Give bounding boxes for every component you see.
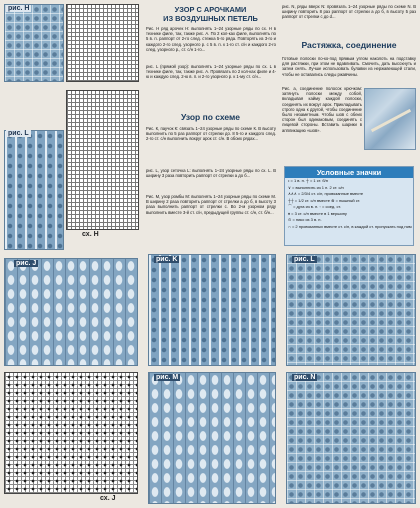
paragraph-ris-h: Рис. H ряд арочек H: выполнять 1–24 узорные ряды по сх. H в технике филе, так, также рис. А. По 2 кол-ках филе, выполнять по 5 в. п. раппорт от 2-го след. стежка 5-го ряда. Повторять из 3-го и каждого 2-го след. узорного р. с 5 в. п. к 1-го ст. с/н и каждого 2-го след. узорного р., ст. с/н 1-го... bbox=[146, 26, 276, 52]
paragraph-rastyazhka: Готовые полоски по-ко-под прямым углом наколоть на подставку для растяжки, при этом не вдавливать. Смочить, дать высохнуть и затем снять. Лучше использовать булавки из нержавеющей стали, чтобы не оставались следы ржавчины. bbox=[282, 56, 416, 77]
legend-row: ┼┼ = 1/2 ст. с/н вместе ⊗ = пышный ст. bbox=[288, 197, 361, 203]
heading-uzor-po-skheme: Узор по схеме bbox=[180, 112, 241, 122]
legend-row: ⊙ = пико из 3 в. п. bbox=[288, 217, 322, 222]
heading-uzor-arch-line2: ИЗ ВОЗДУШНЫХ ПЕТЕЛЬ bbox=[163, 14, 258, 23]
label-ris-j: рис. J bbox=[16, 260, 37, 267]
legend-row: ∩ = 2 провязанных вместе ст. с/н, в каждой ст. пропускать под ним bbox=[288, 223, 412, 229]
label-sh-j: сх. J bbox=[100, 495, 116, 502]
paragraph-ris-n: рис. N, ряды вверх N: провязать 1–24 узорные ряды по схеме N. В ширину повторить 8 раз раппорт от стрелки а до б, в высоту 5 раз раппорт от стрелки с до d... bbox=[282, 4, 416, 20]
legend-row: ∧∧∧ = 2/3/4 ст. с/н, провязанные вместе bbox=[288, 191, 364, 196]
swatch-photo-m bbox=[148, 372, 276, 504]
legend-row: ⌒ = дуга из в. п. ◦ = соед. ст. bbox=[288, 204, 341, 209]
swatch-photo-l2 bbox=[286, 254, 416, 366]
legend-row: ♦ = 3 ст. с/н вместе в 1 вершину bbox=[288, 210, 347, 216]
chart-h bbox=[66, 4, 139, 82]
swatch-photo-j bbox=[4, 258, 138, 366]
heading-uzor-arch-line1: УЗОР С АРОЧКАМИ bbox=[174, 5, 247, 14]
label-ris-m: рис. M bbox=[156, 374, 179, 381]
legend-title: Условные значки bbox=[285, 167, 413, 178]
chart-l bbox=[66, 90, 139, 230]
crochet-hook-icon bbox=[371, 109, 411, 132]
label-ris-l2: рис. L bbox=[294, 256, 315, 263]
label-ris-n: рис. N bbox=[294, 374, 316, 381]
heading-uzor-arch bbox=[143, 5, 278, 23]
legend-row: ∨ = выполнить из 1 п. 2 ст. с/н bbox=[288, 184, 344, 190]
label-ris-h: рис. H bbox=[8, 5, 30, 12]
paragraph-ris-m: Рис. M, узор ромбы M: выполнять 1–24 узорные ряды по схеме M. В ширину 2 раза повторить раппорт от стрелки а до б, в высоту 3 раза выполнить раппорт от стрелки c. Во 2-м узорном ряду выполнить вместе 3-й ст. с/н, предыдущей группы ст. с/н, ст. б/н... bbox=[146, 194, 276, 215]
photo-joining-strips bbox=[364, 88, 416, 150]
chart-j bbox=[4, 372, 138, 494]
paragraph-ris-k: Рис. К, паучок К: связать 1–24 узорные ряды по схеме К. В высоту выполнить по 5 раз раппорт от стрелки до. 8 5-го и каждого след. 2-го ст. с/н выполнить вокруг арок ст. с/н. В обоих рядах... bbox=[146, 126, 276, 142]
legend-row: • = 1 в. п. ┼ = 1 ст. б/н bbox=[288, 178, 328, 183]
swatch-photo-l bbox=[4, 130, 64, 250]
swatch-photo-h bbox=[4, 4, 64, 82]
label-sh-h: сх. H bbox=[82, 231, 99, 238]
swatch-photo-n bbox=[286, 372, 416, 504]
paragraph-ris-l2: рис. L, узор сеточка L: выполнять 1–24 узорные ряды по сх. L. В ширину 3 раза повторить раппорт от стрелки а до б... bbox=[146, 168, 276, 179]
paragraph-soedinenie: Рис. а, соединение полосок крючком: затянуть полоски между собой, вкладывая кайму каждой полоски, соединять их вокруг арок. Прикладывать строго одна к другой, чтобы соединение было незаметным. Чтобы шов с обеих сторон был одинаковым, соединять с лицевой стороны. Вставить шарики в аппликацию «шов». bbox=[282, 86, 362, 133]
label-ris-k: рис. K bbox=[156, 256, 178, 263]
heading-rastyazhka: Растяжка, соединение bbox=[301, 40, 397, 50]
label-ris-l: рис. L bbox=[8, 130, 29, 137]
swatch-photo-k bbox=[148, 254, 276, 366]
paragraph-ris-l: рис. L (прямой узор): выполнять 1–24 узорные ряды по сх. L в технике филе, так, также рис. А. Провязать по 2 кол-ках филе и 4-ю и каждую след. 2-ю в. п. и 2-го узорного р. к 1-му ст. с/н... bbox=[146, 64, 276, 80]
legend-box bbox=[284, 166, 414, 246]
